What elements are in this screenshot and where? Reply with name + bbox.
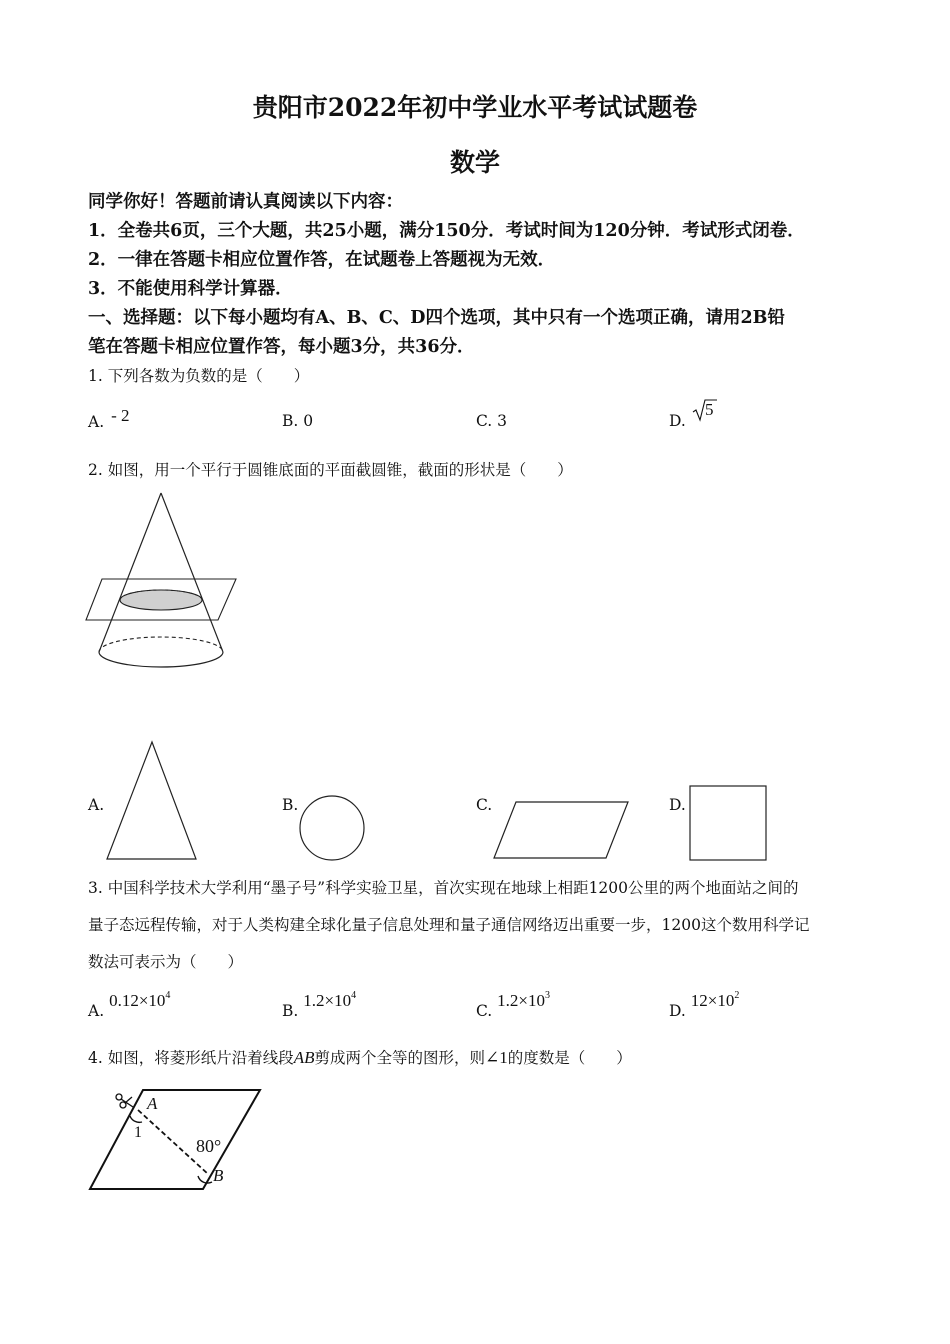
q3-option-a-mantissa: 0.12×10 bbox=[109, 991, 166, 1010]
point-b-label: B bbox=[213, 1166, 224, 1185]
question-4-text-part-3: 的度数是（ ） bbox=[507, 1049, 632, 1067]
rhombus-figure bbox=[86, 1086, 276, 1196]
triangle-shape bbox=[104, 740, 198, 860]
subject-title: 数学 bbox=[449, 148, 500, 177]
parallelogram-shape bbox=[492, 800, 632, 862]
q3-option-c-mantissa: 1.2×10 bbox=[497, 991, 546, 1010]
q3-option-d-mantissa: 12×10 bbox=[690, 991, 735, 1010]
angle-1-symbol: ∠1 bbox=[485, 1048, 508, 1067]
q1-option-d-label: D. bbox=[669, 412, 686, 430]
q3-option-c-label: C. bbox=[476, 1002, 493, 1020]
q1-option-d-radicand: 5 bbox=[705, 400, 714, 419]
question-4-text-part-2: 剪成两个全等的图形，则 bbox=[314, 1049, 486, 1067]
instruction-item-2: 2．一律在答题卡相应位置作答，在试题卷上答题视为无效． bbox=[88, 250, 556, 270]
q3-option-b bbox=[282, 990, 357, 1021]
q2-option-d-label: D. bbox=[669, 796, 686, 814]
angle-1-label: 1 bbox=[134, 1124, 142, 1141]
q3-option-a-expr bbox=[109, 991, 170, 1010]
q3-option-b-mantissa: 1.2×10 bbox=[303, 991, 352, 1010]
q1-option-c: C. 3 bbox=[476, 412, 508, 430]
angle-80-label: 80° bbox=[196, 1136, 222, 1156]
q3-option-d-expr bbox=[691, 991, 740, 1010]
q1-option-a-label: A. bbox=[88, 413, 105, 431]
question-4-text bbox=[88, 1039, 632, 1077]
q2-option-b-label: B. bbox=[282, 796, 299, 814]
q3-option-d-label: D. bbox=[669, 1002, 686, 1020]
q3-option-d-exponent: 2 bbox=[734, 990, 740, 1001]
question-4-text-part-1: 4. 如图，将菱形纸片沿着线段 bbox=[88, 1049, 294, 1067]
q3-option-b-exponent: 4 bbox=[351, 990, 357, 1001]
q3-option-a bbox=[88, 990, 171, 1021]
q3-option-a-exponent: 4 bbox=[165, 990, 171, 1001]
exam-title: 贵阳市2022年初中学业水平考试试题卷 bbox=[252, 93, 698, 122]
q2-option-a-label: A. bbox=[88, 796, 105, 814]
q3-option-c-expr bbox=[497, 991, 550, 1010]
q1-option-b: B. 0 bbox=[282, 412, 314, 430]
cone-section-figure bbox=[84, 490, 244, 680]
point-a-label: A bbox=[147, 1094, 158, 1113]
question-3-line-2: 量子态远程传输，对于人类构建全球化量子信息处理和量子通信网络迈出重要一步，1200这个数用科学记 bbox=[88, 916, 810, 934]
square-shape bbox=[688, 784, 768, 862]
q1-option-a-value: - 2 bbox=[111, 406, 130, 425]
q3-option-d bbox=[669, 990, 740, 1021]
q1-option-d bbox=[669, 400, 714, 430]
q3-option-c bbox=[476, 990, 551, 1021]
question-3-line-3: 数法可表示为（ ） bbox=[88, 953, 244, 971]
circle-shape bbox=[298, 794, 368, 864]
q2-option-c-label: C. bbox=[476, 796, 493, 814]
q3-option-b-label: B. bbox=[282, 1002, 299, 1020]
segment-ab: AB bbox=[293, 1048, 315, 1067]
scissors-icon bbox=[116, 1094, 133, 1108]
q3-option-a-label: A. bbox=[88, 1002, 105, 1020]
section-heading-line-1: 一、选择题：以下每小题均有A、B、C、D四个选项，其中只有一个选项正确，请用2B铅 bbox=[88, 308, 785, 328]
q3-option-b-expr bbox=[303, 991, 356, 1010]
question-1-text: 1. 下列各数为负数的是（ ） bbox=[88, 367, 310, 385]
q1-option-a bbox=[88, 406, 130, 432]
q3-option-c-exponent: 3 bbox=[545, 990, 551, 1001]
instruction-item-1: 1．全卷共6页，三个大题，共25小题，满分150分．考试时间为120分钟．考试形式闭卷． bbox=[88, 221, 805, 241]
section-heading-line-2: 笔在答题卡相应位置作答，每小题3分，共36分． bbox=[88, 337, 475, 357]
instructions-greeting: 同学你好！答题前请认真阅读以下内容： bbox=[88, 192, 403, 212]
instruction-item-3: 3．不能使用科学计算器． bbox=[88, 279, 293, 299]
question-2-text: 2. 如图，用一个平行于圆锥底面的平面截圆锥，截面的形状是（ ） bbox=[88, 461, 573, 479]
question-3-line-1: 3. 中国科学技术大学利用“墨子号”科学实验卫星，首次实现在地球上相距1200公里的两个地面站之间的 bbox=[88, 879, 799, 897]
